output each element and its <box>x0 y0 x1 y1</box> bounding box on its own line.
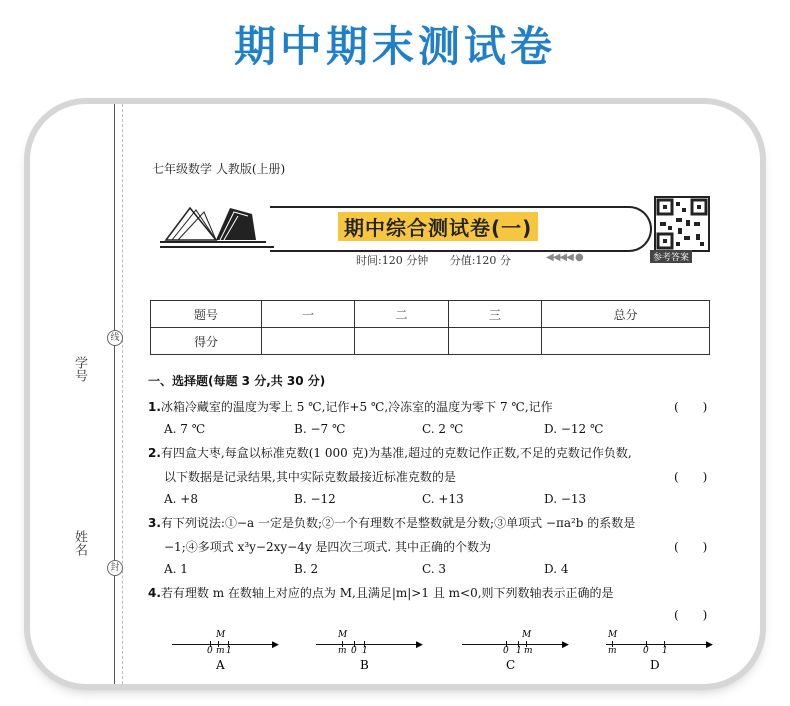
arrow-icon: ◀◀◀◀ ● <box>546 252 583 263</box>
question-text: 有下列说法:①−a 一定是负数;②一个有理数不是整数就是分数;③单项式 −πa²b 的系数是 <box>160 516 636 530</box>
question-2-line2: 以下数据是记录结果,其中实际克数最接近标准克数的是 <box>164 470 456 484</box>
number-line-c[interactable] <box>462 630 572 680</box>
tick-label: 1 <box>516 646 522 656</box>
arrow-right-icon: ▶ <box>272 640 279 650</box>
question-text: 冰箱冷藏室的温度为零上 5 ℃,记作+5 ℃,冷冻室的温度为零下 7 ℃,记作 <box>160 400 553 414</box>
seal-mark: 封 <box>107 560 123 576</box>
question-1 <box>148 398 553 415</box>
option-label: C <box>506 658 516 672</box>
arrow-right-icon: ▶ <box>562 640 569 650</box>
answer-paren[interactable]: ( ) <box>674 470 708 484</box>
option-b[interactable]: B. −12 <box>294 492 336 506</box>
option-c[interactable]: C. +13 <box>422 492 464 506</box>
number-line-b[interactable] <box>316 630 426 680</box>
binding-line <box>114 104 115 684</box>
number-line-a[interactable] <box>172 630 282 680</box>
answer-paren[interactable]: ( ) <box>674 400 708 414</box>
qr-label: 参考答案 <box>650 250 692 263</box>
option-a[interactable]: A. 1 <box>164 562 188 576</box>
tick-label: 1 <box>226 646 232 656</box>
axis-line <box>316 644 420 645</box>
paper-card <box>30 104 760 684</box>
option-d[interactable]: D. −13 <box>544 492 587 506</box>
binding-dash-line <box>122 104 123 684</box>
section-title: 一、选择题(每题 3 分,共 30 分) <box>148 374 326 388</box>
table-header-cell: 三 <box>448 301 541 328</box>
option-b[interactable]: B. 2 <box>294 562 319 576</box>
book-icon <box>160 200 270 248</box>
option-b[interactable]: B. −7 ℃ <box>294 422 346 436</box>
tick-label: 1 <box>362 646 368 656</box>
question-number: 1. <box>148 400 161 414</box>
score-cell[interactable] <box>448 328 541 355</box>
option-d[interactable]: D. −12 ℃ <box>544 422 604 436</box>
banner-title: 期中期末测试卷 <box>233 22 556 71</box>
question-number: 4. <box>148 586 161 600</box>
table-header-cell: 题号 <box>151 301 262 328</box>
subject-line: 七年级数学 人教版(上册) <box>152 162 286 176</box>
tick-label: m <box>524 646 533 656</box>
answer-paren[interactable]: ( ) <box>674 608 708 622</box>
option-d[interactable]: D. 4 <box>544 562 569 576</box>
point-label: M <box>608 630 618 640</box>
option-a[interactable]: A. +8 <box>164 492 198 506</box>
tick-label: 0 <box>207 646 213 656</box>
question-2 <box>148 444 632 461</box>
question-text: 若有理数 m 在数轴上对应的点为 M,且满足|m|>1 且 m<0,则下列数轴表示正确的是 <box>160 586 614 600</box>
question-text: 有四盒大枣,每盒以标准克数(1 000 克)为基准,超过的克数记作正数,不足的克数记作负数, <box>160 446 632 460</box>
axis-line <box>462 644 566 645</box>
tick-label: m <box>608 646 617 656</box>
answer-paren[interactable]: ( ) <box>674 540 708 554</box>
table-header-cell: 一 <box>262 301 355 328</box>
point-label: M <box>338 630 348 640</box>
arrow-right-icon: ▶ <box>416 640 423 650</box>
student-id-label: 学号 <box>72 356 87 382</box>
question-3 <box>148 514 635 531</box>
qr-code-icon[interactable] <box>654 196 710 252</box>
table-header-cell: 二 <box>355 301 448 328</box>
seal-line-mark: 线 <box>107 330 123 346</box>
tick-label: m <box>216 646 225 656</box>
score-cell[interactable] <box>542 328 710 355</box>
arrow-right-icon: ▶ <box>706 640 713 650</box>
name-label: 姓名 <box>72 530 87 556</box>
option-c[interactable]: C. 2 ℃ <box>422 422 464 436</box>
point-label: M <box>216 630 226 640</box>
score-table <box>150 300 710 355</box>
exam-title: 期中综合测试卷(一) <box>338 212 538 241</box>
exam-page <box>30 104 760 684</box>
option-label: D <box>650 658 660 672</box>
question-3-line2: −1;④多项式 x³y−2xy−4y 是四次三项式. 其中正确的个数为 <box>164 540 492 554</box>
tick-label: 1 <box>662 646 668 656</box>
score-cell[interactable] <box>262 328 355 355</box>
tick-label: 0 <box>351 646 357 656</box>
axis-line <box>606 644 710 645</box>
exam-time: 时间:120 分钟 <box>356 254 429 267</box>
exam-meta <box>356 252 511 268</box>
table-row <box>151 301 710 328</box>
point-label: M <box>522 630 532 640</box>
option-label: A <box>216 658 225 672</box>
number-line-d[interactable] <box>606 630 716 680</box>
title-block <box>160 200 670 266</box>
option-c[interactable]: C. 3 <box>422 562 447 576</box>
table-header-cell: 总分 <box>542 301 710 328</box>
option-a[interactable]: A. 7 ℃ <box>164 422 206 436</box>
table-row <box>151 328 710 355</box>
tick-label: 0 <box>643 646 649 656</box>
option-label: B <box>360 658 369 672</box>
tick-label: m <box>338 646 347 656</box>
question-number: 2. <box>148 446 161 460</box>
tick-label: 0 <box>503 646 509 656</box>
question-4 <box>148 584 614 601</box>
table-row-label: 得分 <box>151 328 262 355</box>
question-number: 3. <box>148 516 161 530</box>
exam-score: 分值:120 分 <box>449 254 511 267</box>
score-cell[interactable] <box>355 328 448 355</box>
axis-line <box>172 644 276 645</box>
